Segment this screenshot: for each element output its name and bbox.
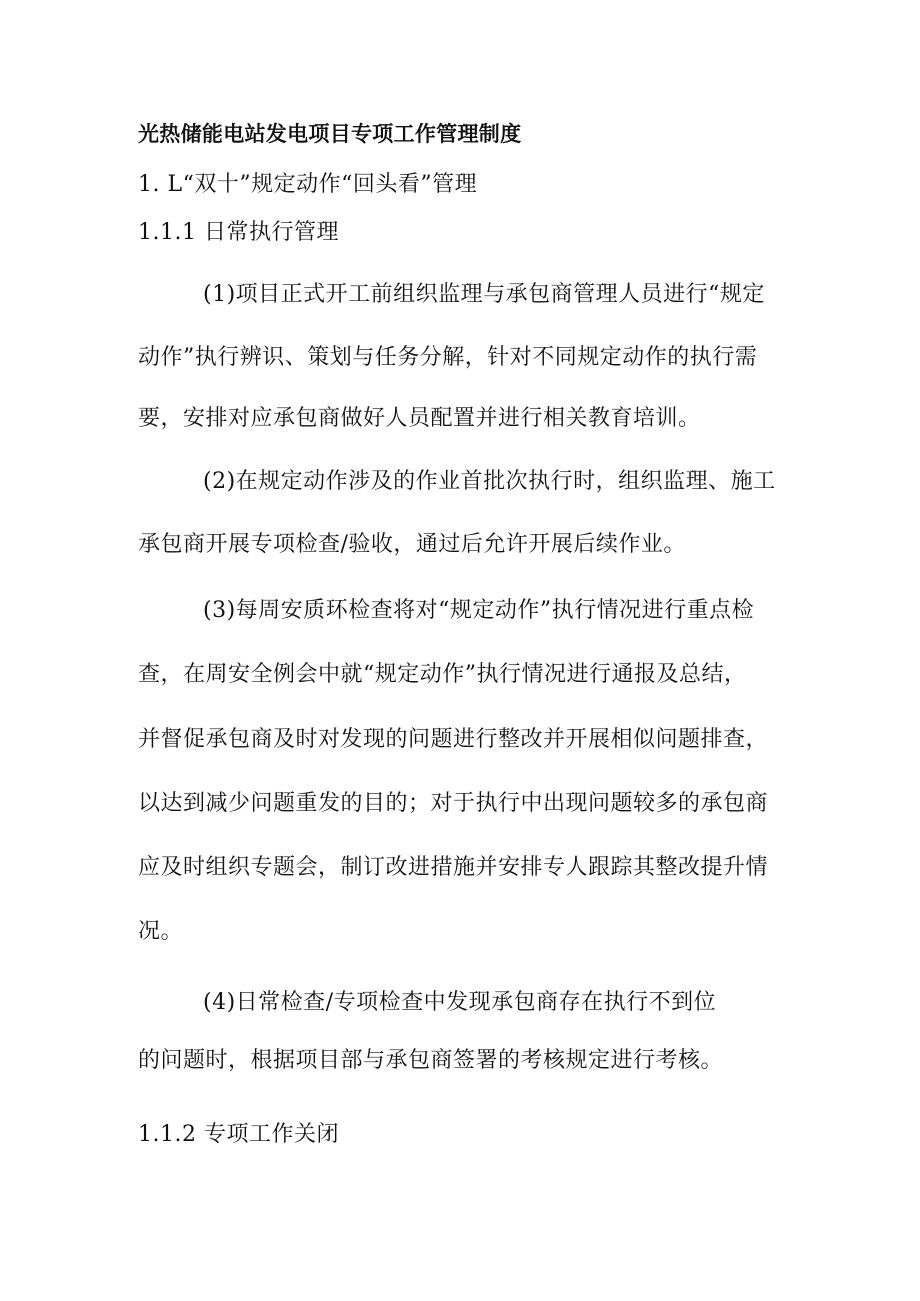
paragraph-1-line-1: (1)项目正式开工前组织监理与承包商管理人员进行“规定 bbox=[203, 282, 765, 307]
paragraph-3-line-5: 应及时组织专题会，制订改进措施并安排专人跟踪其整改提升情 bbox=[138, 855, 769, 880]
subsection-heading-2: 1.1.2 专项工作关闭 bbox=[138, 1122, 339, 1147]
paragraph-1-line-3: 要，安排对应承包商做好人员配置并进行相关教育培训。 bbox=[138, 406, 701, 431]
paragraph-3-line-3: 并督促承包商及时对发现的问题进行整改并开展相似问题排查， bbox=[138, 727, 769, 752]
paragraph-2-line-2: 承包商开展专项检查/验收，通过后允许开展后续作业。 bbox=[138, 532, 686, 557]
paragraph-4-line-2: 的问题时，根据项目部与承包商签署的考核规定进行考核。 bbox=[138, 1048, 724, 1073]
paragraph-1-line-2: 动作”执行辨识、策划与任务分解，针对不同规定动作的执行需 bbox=[138, 345, 758, 370]
paragraph-3-line-1: (3)每周安质环检查将对“规定动作”执行情况进行重点检 bbox=[203, 598, 755, 623]
paragraph-3-line-4: 以达到减少问题重发的目的；对于执行中出现问题较多的承包商 bbox=[138, 791, 769, 816]
paragraph-3-line-2: 查，在周安全例会中就“规定动作”执行情况进行通报及总结， bbox=[138, 662, 747, 687]
paragraph-2-line-1: (2)在规定动作涉及的作业首批次执行时，组织监理、施工 bbox=[203, 469, 776, 494]
subsection-heading-1: 1.1.1 日常执行管理 bbox=[138, 220, 339, 245]
document-title: 光热储能电站发电项目专项工作管理制度 bbox=[138, 122, 522, 146]
paragraph-4-line-1: (4)日常检查/专项检查中发现承包商存在执行不到位 bbox=[203, 990, 717, 1015]
paragraph-3-line-6: 况。 bbox=[138, 919, 184, 944]
section-heading: 1. L“双十”规定动作“回头看”管理 bbox=[138, 172, 478, 197]
